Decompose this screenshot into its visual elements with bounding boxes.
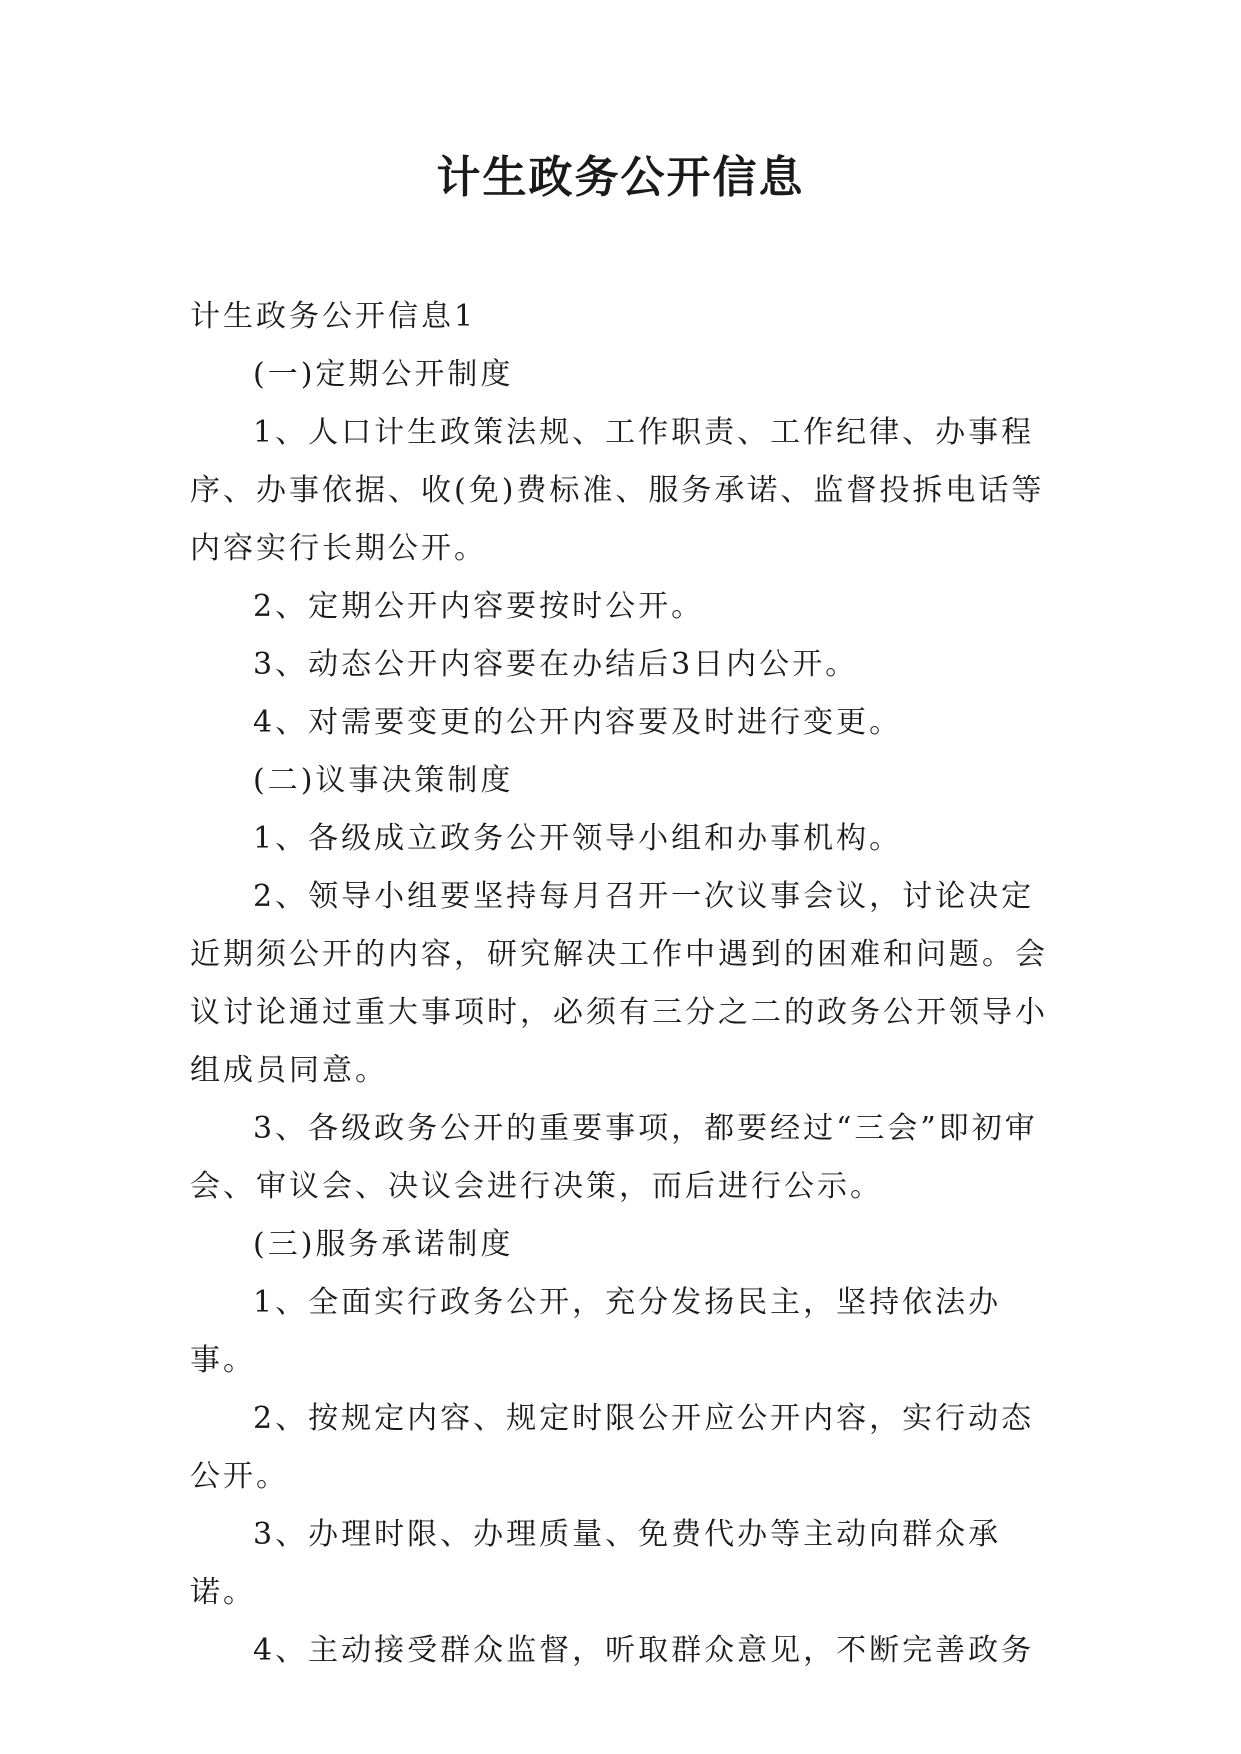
document-title: 计生政务公开信息	[436, 152, 805, 203]
paragraph: 2、按规定内容、规定时限公开应公开内容，实行动态公开。	[190, 1401, 1035, 1494]
paragraph: 1、各级成立政务公开领导小组和办事机构。	[253, 821, 903, 856]
paragraph: 1、人口计生政策法规、工作职责、工作纪律、办事程序、办事依据、收(免)费标准、服务承诺、监督投拆电话等内容实行长期公开。	[190, 415, 1045, 566]
paragraph: 3、动态公开内容要在办结后3日内公开。	[253, 647, 859, 682]
paragraph: 3、办理时限、办理质量、免费代办等主动向群众承诺。	[190, 1517, 1002, 1610]
subsection-heading: (一)定期公开制度	[253, 357, 514, 392]
document-body	[190, 288, 1052, 1680]
paragraph: 1、全面实行政务公开，充分发扬民主，坚持依法办事。	[190, 1285, 1002, 1378]
paragraph: 2、定期公开内容要按时公开。	[253, 589, 705, 624]
paragraph: 2、领导小组要坚持每月召开一次议事会议，讨论决定近期须公开的内容，研究解决工作中遇到的困难和问题。会议讨论通过重大事项时，必须有三分之二的政务公开领导小组成员同意。	[190, 879, 1048, 1088]
paragraph: 4、对需要变更的公开内容要及时进行变更。	[253, 705, 903, 740]
subsection-heading: (三)服务承诺制度	[253, 1227, 514, 1262]
paragraph: 3、各级政务公开的重要事项，都要经过“三会”即初审会、审议会、决议会进行决策，而后进行公示。	[190, 1111, 1038, 1204]
section-heading: 计生政务公开信息1	[190, 299, 477, 334]
subsection-heading: (二)议事决策制度	[253, 763, 514, 798]
paragraph: 4、主动接受群众监督，听取群众意见，不断完善政务	[253, 1633, 1035, 1668]
